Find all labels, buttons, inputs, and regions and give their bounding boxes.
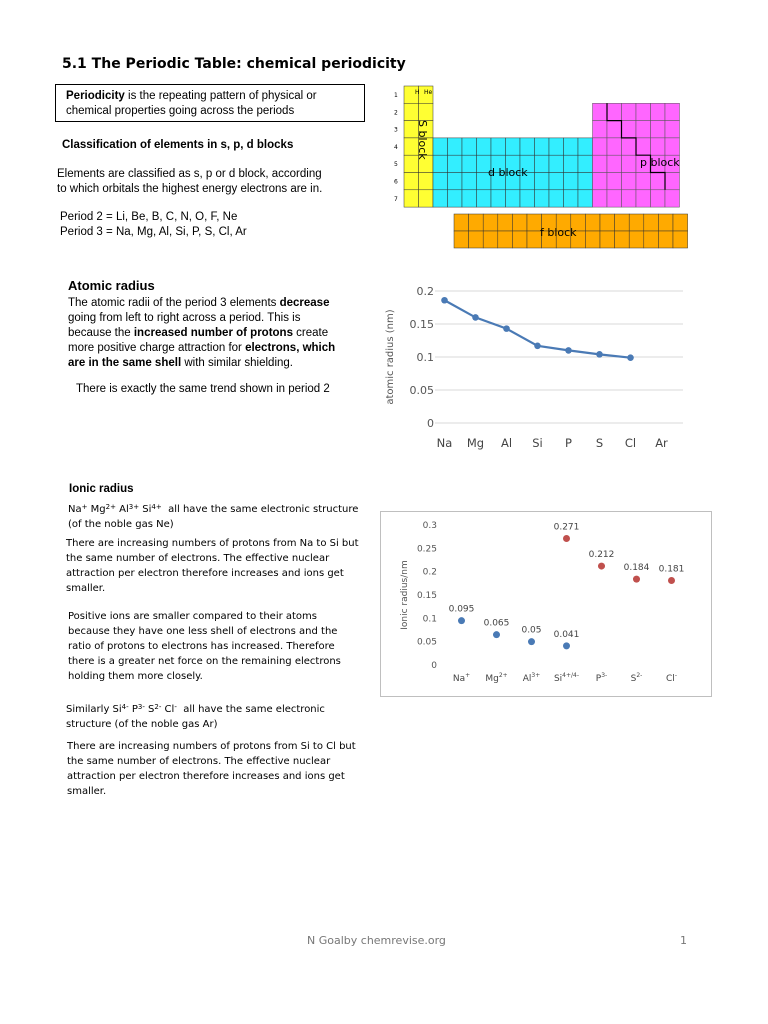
data-point: [472, 314, 479, 321]
p-block-cell: [651, 138, 666, 155]
x-tick-label: Si: [532, 436, 543, 450]
d-block-cell: [549, 190, 564, 207]
p-block-cell: [593, 173, 608, 190]
para1-line: There are increasing numbers of protons from Na to Si but: [66, 538, 359, 549]
d-block-cell: [433, 173, 448, 190]
period3-line: Period 3 = Na, Mg, Al, Si, P, S, Cl, Ar: [60, 226, 247, 238]
para1-line: smaller.: [66, 583, 106, 594]
p-block-label: p block: [640, 156, 680, 169]
para3-line: There are increasing numbers of protons from Si to Cl but: [67, 741, 356, 752]
d-block-cell: [535, 138, 550, 155]
f-block-cell: [673, 231, 688, 248]
ionic-radius-heading: Ionic radius: [69, 483, 134, 495]
p-block-cell: [665, 173, 680, 190]
s-block-cell: [419, 103, 434, 120]
f-block-cell: [454, 231, 469, 248]
definition-box: [55, 84, 365, 122]
x-tick-label: Na: [436, 436, 453, 450]
y-tick-label: 0.05: [409, 384, 434, 397]
ions-statement: Na+ $Mg^{2+}$ $Al^{3+}$ $Si^{4+}$ all have the same electronic structure (of the noble gas Ne): [68, 502, 378, 532]
x-tick-label: Cl: [624, 436, 637, 450]
para3-line: smaller.: [67, 786, 107, 797]
para2-line: there is a greater net force on the remaining electrons: [68, 656, 341, 667]
row-number: 2: [394, 109, 398, 117]
atomic-radius-heading: Atomic radius: [68, 278, 155, 293]
data-label: 0.095: [448, 604, 475, 615]
x-tick-label: $P^{3-}$: [595, 672, 608, 684]
ionic-para3: [67, 739, 382, 799]
y-axis-label: Ionic radius/nm: [400, 560, 410, 630]
data-label: 0.184: [623, 563, 650, 574]
ionic-para1: [66, 536, 381, 596]
ions-line2: (of the noble gas Ne): [68, 519, 174, 530]
f-block-cell: [615, 231, 630, 248]
d-block-cell: [506, 138, 521, 155]
y-tick-label: 0.1: [416, 351, 434, 364]
s-block-cell: [404, 173, 419, 190]
para3-line: attraction per electron therefore increases and ions get: [67, 771, 345, 782]
d-block-cell: [491, 138, 506, 155]
p-block-cell: [636, 103, 651, 120]
f-block-cell: [483, 231, 498, 248]
same-structure-text: all have the same electronic structure: [168, 504, 359, 515]
row-number: 1: [394, 92, 398, 99]
f-block-label: f block: [540, 226, 577, 239]
data-point: [528, 638, 535, 645]
data-point: [668, 577, 675, 584]
d-block-cell: [433, 155, 448, 172]
p-block-cell: [593, 138, 608, 155]
x-tick-label: $Al^{3+}$: [522, 672, 541, 684]
classification-heading: Classification of elements in s, p, d blocks: [62, 139, 294, 151]
f-block-cell: [585, 231, 600, 248]
row-number: 4: [394, 143, 398, 151]
p-block-cell: [607, 155, 622, 172]
f-block-cell: [673, 214, 688, 231]
data-label: 0.271: [553, 522, 580, 533]
ar-text-1: The atomic radii of the period 3 elements: [68, 297, 280, 309]
d-block-cell: [448, 173, 463, 190]
f-block-cell: [658, 214, 673, 231]
data-label: 0.065: [483, 618, 510, 629]
ar-text-3: because the: [68, 327, 134, 339]
d-block-cell: [578, 173, 593, 190]
y-tick-label: 0.05: [416, 637, 437, 648]
p-block-cell: [651, 121, 666, 138]
data-point: [563, 642, 570, 649]
y-tick-label: 0.3: [422, 521, 437, 531]
classification-line2: to which orbitals the highest energy electrons are in.: [57, 183, 323, 195]
x-tick-label: Na+: [452, 672, 471, 684]
ar-text-4: more positive charge attraction for: [68, 342, 246, 354]
para1-line: attraction per electron therefore increases and ions get: [66, 568, 344, 579]
y-tick-label: 0.1: [422, 614, 437, 625]
data-point: [563, 535, 570, 542]
f-block-cell: [454, 214, 469, 231]
p-block-cell: [636, 138, 651, 155]
h-label: H: [415, 89, 420, 96]
para3-line: the same number of electrons. The effective nuclear: [67, 756, 331, 767]
data-label: 0.181: [658, 564, 685, 575]
s-block-cell: [404, 103, 419, 120]
similarly-statement: Similarly $Si^{4-}$ $P^{3-}$ $S^{2-}$ Cl- all have the same electronic structure (of the noble gas Ar): [66, 702, 381, 732]
row-number: 5: [394, 161, 398, 169]
row-number: 3: [394, 126, 398, 134]
similarly-line2: structure (of the noble gas Ar): [66, 719, 218, 730]
data-point: [596, 351, 603, 358]
para2-line: Positive ions are smaller compared to their atoms: [68, 611, 317, 622]
classification-line1: Elements are classified as s, p or d block, according: [57, 168, 322, 180]
data-point: [534, 342, 541, 349]
d-block-cell: [491, 190, 506, 207]
p-block-cell: [622, 190, 637, 207]
p-block-cell: [607, 121, 622, 138]
p-block-cell: [636, 173, 651, 190]
f-block-cell: [498, 231, 513, 248]
f-block-cell: [585, 214, 600, 231]
para2-line: holding them more closely.: [68, 671, 203, 682]
y-tick-label: 0: [431, 661, 437, 671]
d-block-cell: [520, 138, 535, 155]
x-tick-label: Ar: [655, 436, 668, 450]
s-block-label: S block: [416, 120, 429, 160]
page-number: 1: [680, 934, 687, 947]
p-block-cell: [651, 103, 666, 120]
p-block-cell: [636, 121, 651, 138]
d-block-cell: [578, 138, 593, 155]
x-tick-label: P: [565, 436, 572, 450]
d-block-label: d block: [488, 166, 528, 179]
d-block-cell: [477, 138, 492, 155]
f-block-cell: [498, 214, 513, 231]
y-tick-label: 0.2: [416, 285, 434, 298]
p-block-cell: [607, 103, 622, 120]
p-block-cell: [651, 190, 666, 207]
ar-text-3-end: create: [292, 327, 329, 339]
data-point: [503, 325, 510, 332]
d-block-cell: [549, 138, 564, 155]
d-block-cell: [535, 190, 550, 207]
classification-text: [57, 167, 387, 197]
d-block-cell: [462, 173, 477, 190]
p-block-cell: [665, 190, 680, 207]
p-block-cell: [607, 138, 622, 155]
d-block-cell: [520, 190, 535, 207]
x-tick-label: $Mg^{2+}$: [485, 672, 508, 684]
ar-text-4-bold: electrons, which: [245, 342, 336, 354]
f-block-cell: [600, 231, 615, 248]
d-block-cell: [477, 190, 492, 207]
data-label: 0.05: [521, 625, 542, 636]
d-block-cell: [448, 190, 463, 207]
p-block-cell: [593, 190, 608, 207]
d-block-cell: [433, 190, 448, 207]
p-block-cell: [665, 121, 680, 138]
d-block-cell: [564, 173, 579, 190]
similarly-rest: all have the same electronic: [183, 704, 325, 715]
d-block-cell: [549, 155, 564, 172]
data-label: 0.041: [553, 629, 580, 640]
period2-line: Period 2 = Li, Be, B, C, N, O, F, Ne: [60, 211, 238, 223]
x-tick-label: Mg: [466, 436, 485, 450]
row-number: 6: [394, 178, 398, 186]
chart-frame: [381, 512, 712, 697]
definition-text: is the repeating pattern of physical or: [124, 90, 317, 102]
f-block-cell: [629, 214, 644, 231]
para1-line: the same number of electrons. The effective nuclear: [66, 553, 330, 564]
data-label: 0.212: [588, 550, 615, 561]
y-axis-label: atomic radius (nm): [385, 309, 396, 405]
he-label: He: [424, 89, 433, 96]
p-block-cell: [665, 103, 680, 120]
d-block-cell: [462, 138, 477, 155]
s-block-cell: [404, 190, 419, 207]
p-block-cell: [651, 173, 666, 190]
d-block-cell: [564, 155, 579, 172]
row-numbers: [394, 92, 398, 203]
p-block-cell: [622, 103, 637, 120]
ar-text-1-bold: decrease: [279, 297, 330, 309]
d-block-cell: [462, 155, 477, 172]
p-block-cell: [622, 155, 637, 172]
data-point: [565, 347, 572, 354]
d-block-cell: [578, 190, 593, 207]
x-tick-label: $Si^{4+/4-}$: [553, 672, 580, 684]
s-block-cell: [419, 190, 434, 207]
y-tick-label: 0.25: [416, 544, 437, 555]
f-block-cell: [512, 231, 527, 248]
row-number: 7: [394, 195, 398, 203]
ar-text-5: with similar shielding.: [181, 357, 293, 369]
x-tick-label: $S^{2-}$: [630, 672, 643, 684]
p-block-cell: [622, 121, 637, 138]
trend-note: There is exactly the same trend shown in period 2: [76, 383, 330, 395]
period-list: [60, 210, 390, 240]
p-block-cell: [622, 173, 637, 190]
y-tick-label: 0: [427, 417, 434, 430]
d-block-cell: [462, 190, 477, 207]
ar-text-2: going from left to right across a period. This is: [68, 312, 301, 324]
p-block-cell: [607, 190, 622, 207]
d-block-cell: [535, 155, 550, 172]
f-block-cell: [469, 214, 484, 231]
d-block-cell: [578, 155, 593, 172]
ionic-para2: [68, 609, 383, 684]
d-block-cell: [433, 138, 448, 155]
x-tick-label: Al: [500, 436, 513, 450]
d-block-cell: [535, 173, 550, 190]
p-block-cell: [636, 190, 651, 207]
data-point: [441, 297, 448, 304]
d-block-cell: [564, 138, 579, 155]
f-block-cell: [629, 231, 644, 248]
f-block-cell: [483, 214, 498, 231]
y-tick-label: 0.15: [409, 318, 434, 331]
x-tick-label: Cl-: [666, 672, 677, 684]
data-point: [633, 576, 640, 583]
ionic-radius-chart: [380, 511, 712, 697]
f-block-cell: [644, 214, 659, 231]
para2-line: ratio of protons to electrons has increased. Therefore: [68, 641, 335, 652]
data-point: [627, 354, 634, 361]
y-tick-label: 0.15: [416, 591, 437, 601]
s-block-cell: [419, 173, 434, 190]
p-block-cell: [622, 138, 637, 155]
p-block-cell: [593, 103, 608, 120]
data-point: [598, 563, 605, 570]
p-block-cell: [607, 173, 622, 190]
definition-line2: chemical properties going across the periods: [66, 105, 295, 117]
f-block-cell: [512, 214, 527, 231]
d-block-cell: [506, 190, 521, 207]
f-block-cell: [658, 231, 673, 248]
footer-author: N Goalby chemrevise.org: [307, 934, 446, 947]
data-point: [458, 617, 465, 624]
f-block-cell: [644, 231, 659, 248]
p-block-cell: [665, 138, 680, 155]
x-tick-label: S: [595, 436, 604, 450]
data-point: [493, 631, 500, 638]
f-block-cell: [600, 214, 615, 231]
definition-term: Periodicity: [66, 90, 125, 102]
ar-text-5-bold: are in the same shell: [68, 357, 182, 369]
d-block-cell: [564, 190, 579, 207]
d-block-cell: [448, 155, 463, 172]
atomic-radius-paragraph: [68, 296, 378, 371]
f-block-cell: [469, 231, 484, 248]
d-block-cell: [549, 173, 564, 190]
d-block-cell: [448, 138, 463, 155]
atomic-radius-chart: [378, 278, 708, 458]
p-block-cell: [593, 121, 608, 138]
y-tick-label: 0.2: [422, 567, 437, 578]
f-block-cell: [615, 214, 630, 231]
periodic-table: [390, 82, 700, 254]
p-block-cell: [593, 155, 608, 172]
similarly-word: Similarly: [66, 704, 110, 715]
ar-text-3-bold: increased number of protons: [133, 327, 293, 339]
page-title: 5.1 The Periodic Table: chemical periodicity: [62, 56, 406, 72]
para2-line: because they have one less shell of electrons and the: [68, 626, 338, 637]
